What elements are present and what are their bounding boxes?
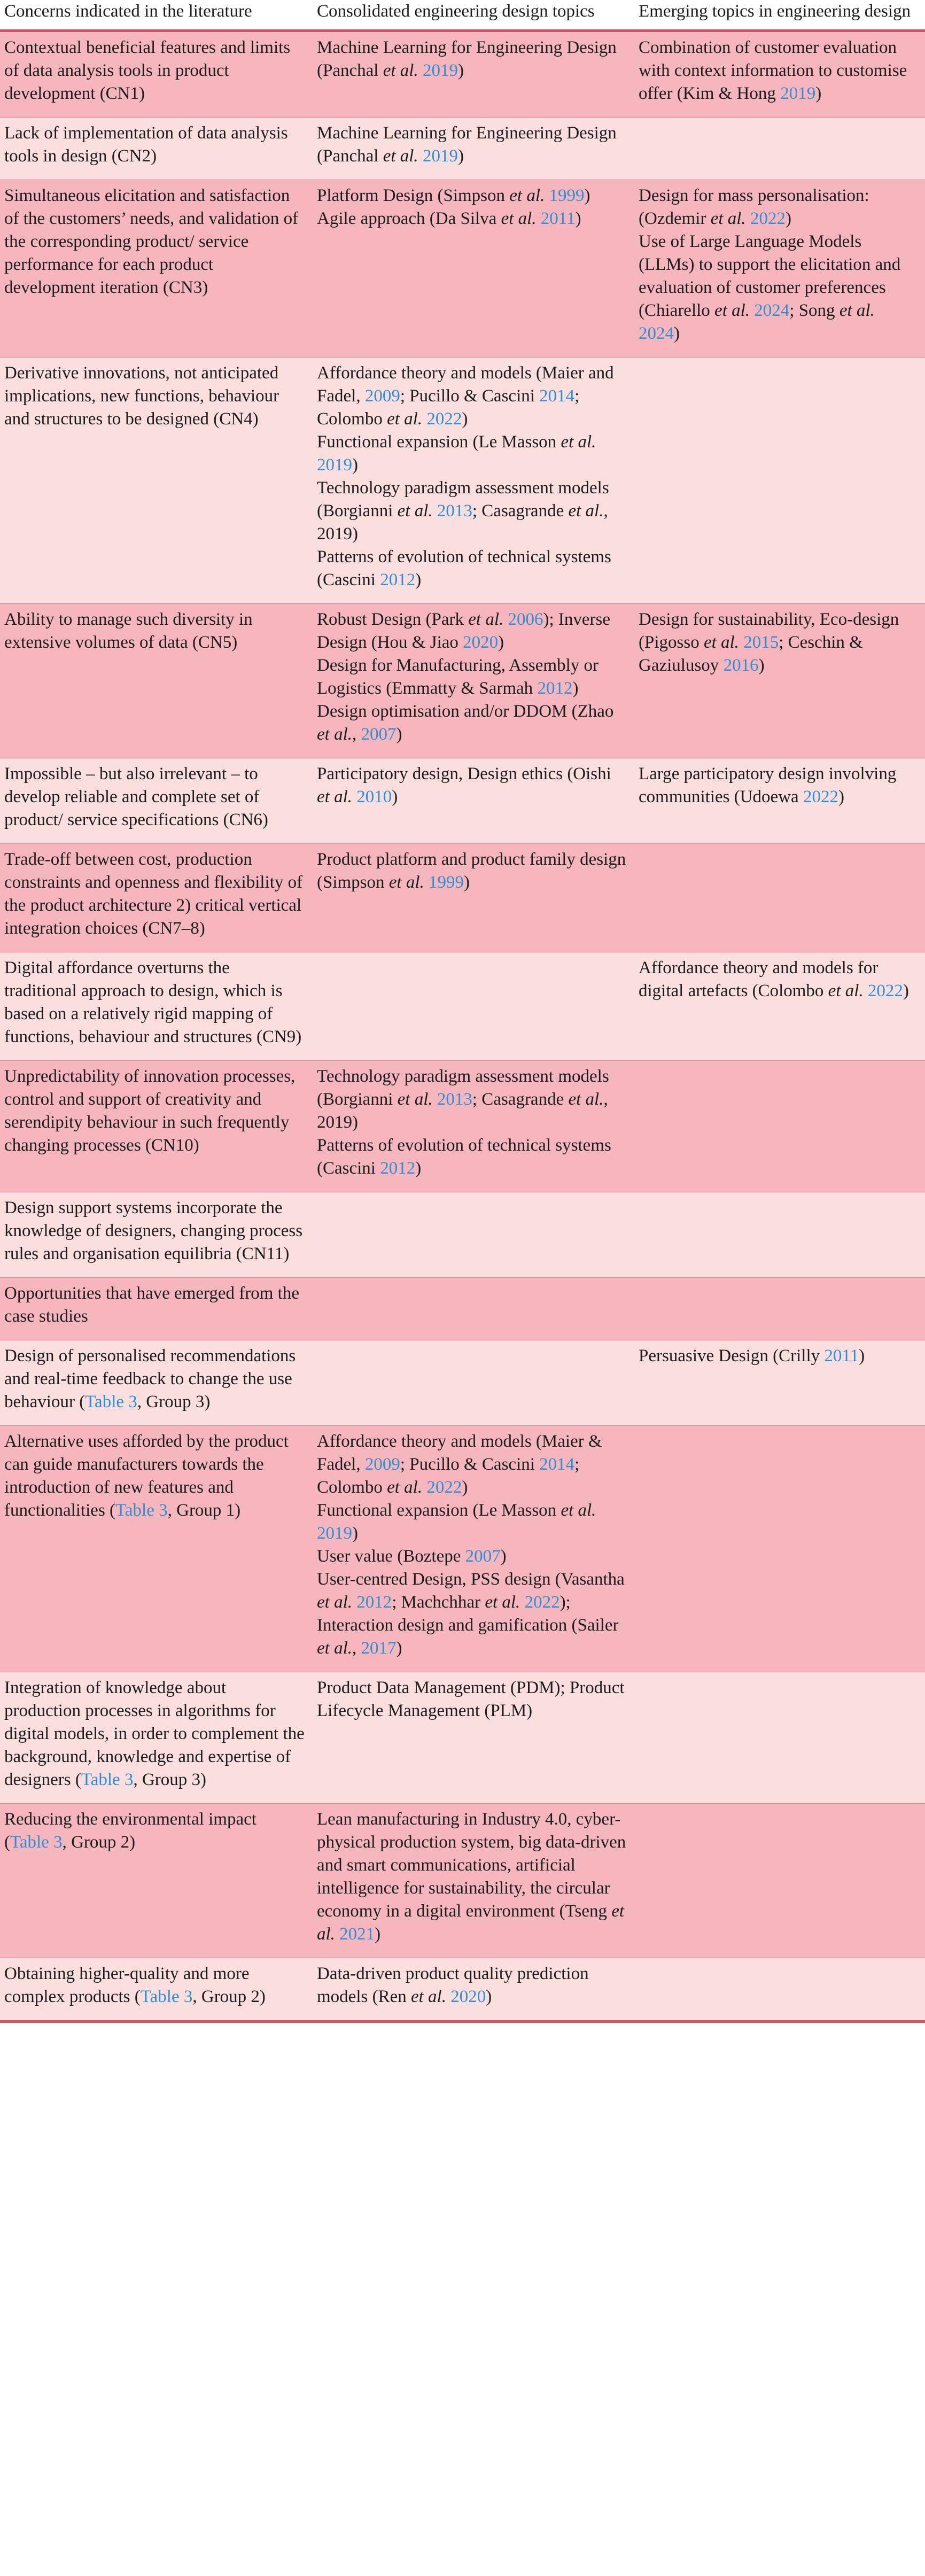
cell-entry xyxy=(4,763,305,832)
cell-text: ) xyxy=(352,1524,358,1543)
et-al-text: et al. xyxy=(317,725,352,744)
consolidated-topic-cell xyxy=(313,1804,634,1958)
emerging-topic-cell xyxy=(634,1278,925,1340)
citation-link[interactable]: 2009 xyxy=(364,386,400,406)
cell-entry xyxy=(4,608,305,654)
cell-text: ; Colombo xyxy=(317,1455,580,1497)
cell-text: ) xyxy=(498,633,504,652)
et-al-text: et al. xyxy=(410,1987,446,2006)
citation-link[interactable]: 2010 xyxy=(356,787,392,806)
et-al-text: et al. xyxy=(703,633,739,652)
consolidated-topic-cell xyxy=(313,952,634,1061)
cell-text: ) xyxy=(785,209,791,228)
cell-entry xyxy=(317,477,627,546)
cell-text xyxy=(864,981,868,1000)
et-al-text: et al. xyxy=(839,301,875,320)
cell-text: Opportunities that have emerged from the case studies xyxy=(4,1284,299,1326)
et-al-text: et al. xyxy=(317,1639,352,1658)
citation-link[interactable]: 2013 xyxy=(437,1090,472,1109)
cell-text: Combination of customer evaluation with context information to customise offer (Kim & Hong xyxy=(639,38,907,103)
cell-text: Patterns of evolution of technical systems (Cascini xyxy=(317,1136,611,1178)
cell-entry xyxy=(4,1677,305,1791)
cell-entry xyxy=(317,1499,627,1545)
cell-text: Ability to manage such diversity in extensive volumes of data (CN5) xyxy=(4,610,253,652)
cell-entry xyxy=(4,1065,305,1157)
cell-text: ) xyxy=(500,1547,507,1566)
header-consolidated-topics: Consolidated engineering design topics xyxy=(313,0,634,31)
cell-text xyxy=(433,501,437,521)
cell-entry xyxy=(639,608,918,677)
citation-link[interactable]: Table 3 xyxy=(115,1501,168,1520)
cell-text: Derivative innovations, not anticipated implications, new functions, behaviour and structures to be designed (CN4) xyxy=(4,363,279,429)
cell-text: Patterns of evolution of technical systems (Cascini xyxy=(317,547,611,589)
cell-text: Digital affordance overturns the traditional approach to design, which is based on a relatively rigid mapping of functions, behaviour and structures (CN9) xyxy=(4,958,302,1046)
cell-text: ; Pucillo & Cascini xyxy=(400,386,540,406)
et-al-text: et al. xyxy=(317,1902,625,1944)
et-al-text: et al. xyxy=(383,146,418,166)
cell-text: ) xyxy=(486,1987,492,2006)
et-al-text: et al. xyxy=(387,409,423,429)
cell-text: ) xyxy=(838,787,844,806)
cell-text: Machine Learning for Engineering Design (Panchal xyxy=(317,38,617,80)
cell-entry xyxy=(317,700,627,746)
et-al-text: et al. xyxy=(485,1593,520,1612)
cell-entry xyxy=(4,848,305,940)
cell-text: ; Colombo xyxy=(317,386,580,429)
cell-text: ) xyxy=(758,656,765,675)
concern-cell xyxy=(0,758,313,844)
citation-link[interactable]: 2024 xyxy=(754,301,790,320)
cell-text xyxy=(335,1925,339,1944)
table-row xyxy=(0,31,925,118)
consolidated-topic-cell xyxy=(313,1061,634,1192)
citation-link[interactable]: Table 3 xyxy=(140,1987,193,2006)
cell-text: ; Casagrande xyxy=(472,501,569,521)
cell-text: User-centred Design, PSS design (Vasantha xyxy=(317,1570,625,1589)
cell-text: Design for mass personalisation: (Ozdemir xyxy=(639,186,869,228)
consolidated-topic-cell xyxy=(313,1340,634,1426)
cell-text: , Group 3) xyxy=(133,1770,207,1789)
table-row xyxy=(0,118,925,180)
concern-cell xyxy=(0,1278,313,1340)
cell-entry xyxy=(4,1962,305,2008)
citation-link[interactable]: 2020 xyxy=(450,1987,486,2006)
cell-entry xyxy=(317,654,627,700)
cell-entry xyxy=(4,1430,305,1522)
table-row xyxy=(0,1958,925,2022)
table-row xyxy=(0,952,925,1061)
cell-text: ) xyxy=(462,1478,468,1497)
cell-text: ) xyxy=(415,1159,422,1178)
et-al-text: et al. xyxy=(397,501,433,521)
cell-text: Simultaneous elicitation and satisfaction of the customers’ needs, and validation of the corresponding product/ service performance for each product development iteration (CN3) xyxy=(4,186,299,297)
table-row xyxy=(0,1278,925,1340)
cell-entry xyxy=(317,184,627,207)
cell-text: Platform Design (Simpson xyxy=(317,186,510,205)
emerging-topic-cell xyxy=(634,844,925,952)
cell-text: ) xyxy=(674,324,680,343)
cell-text: Integration of knowledge about production processes in algorithms for digital models, in order to complement the background, knowledge and expertise of designers ( xyxy=(4,1678,305,1789)
cell-entry xyxy=(4,1282,305,1328)
cell-entry xyxy=(317,546,627,592)
consolidated-topic-cell xyxy=(313,758,634,844)
cell-text: Data-driven product quality prediction models (Ren xyxy=(317,1964,589,2006)
cell-text: Impossible – but also irrelevant – to develop reliable and complete set of product/ service specifications (CN6) xyxy=(4,764,268,829)
consolidated-topic-cell xyxy=(313,31,634,118)
consolidated-topic-cell xyxy=(313,604,634,758)
cell-text xyxy=(424,873,429,892)
concern-cell xyxy=(0,844,313,952)
cell-text: Machine Learning for Engineering Design (Panchal xyxy=(317,123,617,166)
citation-link[interactable]: 2019 xyxy=(422,61,458,80)
citation-link[interactable]: 2019 xyxy=(317,455,352,475)
citation-link[interactable]: 2017 xyxy=(361,1639,397,1658)
cell-text xyxy=(433,1090,437,1109)
cell-entry xyxy=(4,1345,305,1414)
consolidated-topic-cell xyxy=(313,1426,634,1672)
cell-entry xyxy=(317,1614,627,1660)
cell-text: Large participatory design involving communities (Udoewa xyxy=(639,764,897,806)
cell-text: ; Casagrande xyxy=(472,1090,569,1109)
concern-cell xyxy=(0,31,313,118)
cell-text: ) xyxy=(815,84,822,103)
cell-text: ) xyxy=(396,725,402,744)
table-row xyxy=(0,180,925,358)
citation-link[interactable]: 2012 xyxy=(537,679,573,698)
citation-link[interactable]: 2019 xyxy=(422,146,458,166)
emerging-topic-cell xyxy=(634,1804,925,1958)
emerging-topic-cell xyxy=(634,604,925,758)
table-row xyxy=(0,1192,925,1278)
citation-link[interactable]: 2024 xyxy=(639,324,674,343)
cell-text: , xyxy=(352,1639,361,1658)
citation-link[interactable]: 2009 xyxy=(364,1455,400,1474)
et-al-text: et al. xyxy=(714,301,750,320)
cell-text: ) xyxy=(903,981,909,1000)
concern-cell xyxy=(0,604,313,758)
citation-link[interactable]: 2020 xyxy=(463,633,499,652)
cell-text: Lean manufacturing in Industry 4.0, cyber-physical production system, big data-driven and smart communications, artificial intelligence for sustainability, the circular economy in a digital environment (Tseng xyxy=(317,1810,626,1921)
cell-entry xyxy=(4,122,305,168)
table-header xyxy=(0,0,925,31)
cell-entry xyxy=(4,957,305,1049)
cell-text: , Group 3) xyxy=(137,1392,211,1411)
cell-entry xyxy=(317,1962,627,2008)
concern-cell xyxy=(0,118,313,180)
citation-link[interactable]: 2022 xyxy=(426,409,462,429)
concern-cell xyxy=(0,1426,313,1672)
cell-text: Participatory design, Design ethics (Oishi xyxy=(317,764,611,783)
cell-text: Trade-off between cost, production constraints and openness and flexibility of the product architecture 2) critical vertical integration choices (CN7–8) xyxy=(4,850,303,938)
cell-text: Design support systems incorporate the knowledge of designers, changing process rules and organisation equilibria (CN11) xyxy=(4,1198,303,1263)
concern-cell xyxy=(0,1061,313,1192)
cell-entry xyxy=(317,431,627,477)
et-al-text: et al. xyxy=(397,1090,433,1109)
consolidated-topic-cell xyxy=(313,1672,634,1804)
cell-text: Design optimisation and/or DDOM (Zhao xyxy=(317,702,614,721)
cell-text: ) xyxy=(392,787,398,806)
table-row xyxy=(0,1426,925,1672)
cell-text: Technology paradigm assessment models (Borgianni xyxy=(317,1067,609,1109)
consolidated-topic-cell xyxy=(313,118,634,180)
et-al-text: et al. xyxy=(388,873,424,892)
emerging-topic-cell xyxy=(634,952,925,1061)
cell-text: Use of Large Language Models (LLMs) to support the elicitation and evaluation of customer preferences (Chiarello xyxy=(639,232,901,320)
cell-entry xyxy=(317,1430,627,1499)
cell-text: Product Data Management (PDM); Product Lifecycle Management (PLM) xyxy=(317,1678,625,1720)
cell-entry xyxy=(639,36,918,105)
table-row xyxy=(0,1672,925,1804)
cell-text: ); Inverse Design (Hou & Jiao xyxy=(317,610,611,652)
cell-entry xyxy=(4,362,305,431)
cell-text: Interaction design and gamification (Sailer xyxy=(317,1616,619,1635)
cell-text xyxy=(418,61,423,80)
header-row xyxy=(0,0,925,31)
cell-text xyxy=(746,209,750,228)
cell-text xyxy=(739,633,743,652)
consolidated-topic-cell xyxy=(313,358,634,604)
concern-cell xyxy=(0,1192,313,1278)
cell-entry xyxy=(317,1134,627,1180)
citation-link[interactable]: 2015 xyxy=(743,633,779,652)
cell-text: , 2019) xyxy=(317,1090,608,1132)
citation-link[interactable]: 2011 xyxy=(540,209,576,228)
citation-link[interactable]: 2007 xyxy=(361,725,397,744)
cell-text: ) xyxy=(859,1346,865,1365)
emerging-topic-cell xyxy=(634,180,925,358)
citation-link[interactable]: 2013 xyxy=(437,501,472,521)
cell-text xyxy=(537,209,541,228)
citation-link[interactable]: 2007 xyxy=(465,1547,501,1566)
et-al-text: et al. xyxy=(317,787,352,806)
cell-entry xyxy=(639,1345,918,1368)
consolidated-topic-cell xyxy=(313,1958,634,2022)
cell-text: ) xyxy=(464,873,470,892)
cell-text xyxy=(352,1593,356,1612)
cell-text: Lack of implementation of data analysis tools in design (CN2) xyxy=(4,123,288,166)
cell-text: ) xyxy=(396,1639,402,1658)
emerging-topic-cell xyxy=(634,1958,925,2022)
cell-text: ; Song xyxy=(789,301,840,320)
citation-link[interactable]: 1999 xyxy=(429,873,464,892)
cell-entry xyxy=(317,362,627,431)
cell-entry xyxy=(317,1065,627,1134)
cell-text: Product platform and product family design (Simpson xyxy=(317,850,626,892)
emerging-topic-cell xyxy=(634,1340,925,1426)
et-al-text: et al. xyxy=(501,209,537,228)
cell-entry xyxy=(639,230,918,345)
cell-text: Contextual beneficial features and limits of data analysis tools in product development (CN1) xyxy=(4,38,291,103)
table-row xyxy=(0,758,925,844)
emerging-topic-cell xyxy=(634,758,925,844)
cell-entry xyxy=(639,957,918,1003)
cell-text: User value (Boztepe xyxy=(317,1547,465,1566)
header-emerging-topics: Emerging topics in engineering design xyxy=(634,0,925,31)
cell-text xyxy=(446,1987,450,2006)
cell-entry xyxy=(4,1197,305,1266)
emerging-topic-cell xyxy=(634,1672,925,1804)
cell-text: Alternative uses afforded by the product can guide manufacturers towards the introduction of new features and functionalities ( xyxy=(4,1432,289,1520)
cell-text: , Group 2) xyxy=(192,1987,266,2006)
et-al-text: et al. xyxy=(568,501,604,521)
table-row xyxy=(0,604,925,758)
concern-cell xyxy=(0,1958,313,2022)
citation-link[interactable]: 2012 xyxy=(380,1159,416,1178)
concern-cell xyxy=(0,180,313,358)
et-al-text: et al. xyxy=(468,610,504,629)
citation-link[interactable]: 2022 xyxy=(426,1478,462,1497)
cell-text: Persuasive Design (Crilly xyxy=(639,1346,825,1365)
citation-link[interactable]: 2014 xyxy=(539,386,575,406)
citation-link[interactable]: 2022 xyxy=(750,209,786,228)
cell-text: , xyxy=(352,725,361,744)
citation-link[interactable]: 2022 xyxy=(524,1593,560,1612)
cell-entry xyxy=(317,207,627,230)
cell-text: ); xyxy=(559,1593,571,1612)
cell-entry xyxy=(4,36,305,105)
concern-cell xyxy=(0,952,313,1061)
cell-text: Design of personalised recommendations and real-time feedback to change the use behaviour ( xyxy=(4,1346,296,1411)
cell-text: ) xyxy=(572,679,579,698)
citation-link[interactable]: 2019 xyxy=(317,1524,352,1543)
cell-text: ) xyxy=(415,570,422,589)
citation-link[interactable]: Table 3 xyxy=(85,1392,137,1411)
citation-link[interactable]: 2022 xyxy=(867,981,903,1000)
cell-text: , Group 2) xyxy=(62,1833,136,1852)
cell-entry xyxy=(317,1808,627,1946)
cell-entry xyxy=(4,1808,305,1854)
citation-link[interactable]: Table 3 xyxy=(81,1770,134,1789)
citation-link[interactable]: Table 3 xyxy=(10,1833,63,1852)
cell-entry xyxy=(639,763,918,809)
cell-text: ) xyxy=(584,186,590,205)
consolidated-topic-cell xyxy=(313,844,634,952)
cell-entry xyxy=(317,763,627,809)
cell-text xyxy=(520,1593,524,1612)
consolidated-topic-cell xyxy=(313,1192,634,1278)
table-row xyxy=(0,358,925,604)
et-al-text: et al. xyxy=(383,61,418,80)
cell-text: Design for sustainability, Eco-design (Pigosso xyxy=(639,610,899,652)
cell-text: Technology paradigm assessment models (Borgianni xyxy=(317,478,609,521)
cell-entry xyxy=(317,848,627,894)
concern-cell xyxy=(0,1804,313,1958)
citation-link[interactable]: 2021 xyxy=(339,1925,375,1944)
emerging-topic-cell xyxy=(634,1426,925,1672)
cell-text xyxy=(418,146,423,166)
citation-link[interactable]: 2012 xyxy=(380,570,416,589)
cell-text: ) xyxy=(457,146,464,166)
cell-text: Functional expansion (Le Masson xyxy=(317,1501,561,1520)
et-al-text: et al. xyxy=(509,186,545,205)
table-row xyxy=(0,844,925,952)
cell-entry xyxy=(317,1677,627,1722)
consolidated-topic-cell xyxy=(313,180,634,358)
cell-text: ) xyxy=(375,1925,381,1944)
cell-text: Obtaining higher-quality and more complex products ( xyxy=(4,1964,250,2006)
cell-text: ) xyxy=(457,61,464,80)
cell-text: Affordance theory and models (Maier & Fadel, xyxy=(317,1432,602,1474)
cell-text: ) xyxy=(352,455,358,475)
cell-text: ; Ceschin & Gaziulusoy xyxy=(639,633,863,675)
cell-text: Unpredictability of innovation processes, control and support of creativity and serendipity behaviour in such frequently changing processes (CN10) xyxy=(4,1067,296,1155)
cell-text: , Group 1) xyxy=(167,1501,241,1520)
concern-cell xyxy=(0,1672,313,1804)
cell-text: ; Machchhar xyxy=(392,1593,485,1612)
cell-entry xyxy=(317,1545,627,1568)
citation-link[interactable]: 2011 xyxy=(824,1346,859,1365)
consolidated-topic-cell xyxy=(313,1278,634,1340)
citation-link[interactable]: 2014 xyxy=(539,1455,575,1474)
citation-link[interactable]: 2016 xyxy=(723,656,759,675)
header-concerns: Concerns indicated in the literature xyxy=(0,0,313,31)
et-al-text: et al. xyxy=(387,1478,423,1497)
citation-link[interactable]: 2006 xyxy=(508,610,543,629)
citation-link[interactable]: 2019 xyxy=(780,84,816,103)
cell-entry xyxy=(317,608,627,654)
table-row xyxy=(0,1061,925,1192)
cell-text: Functional expansion (Le Masson xyxy=(317,432,561,452)
cell-entry xyxy=(317,122,627,168)
table-row xyxy=(0,1340,925,1426)
et-al-text: et al. xyxy=(710,209,746,228)
cell-text: Affordance theory and models for digital artefacts (Colombo xyxy=(639,958,879,1000)
cell-text: , 2019) xyxy=(317,501,608,544)
cell-text: ) xyxy=(575,209,581,228)
cell-text xyxy=(352,787,356,806)
cell-text: Robust Design (Park xyxy=(317,610,469,629)
citation-link[interactable]: 1999 xyxy=(549,186,585,205)
emerging-topic-cell xyxy=(634,1061,925,1192)
et-al-text: et al. xyxy=(561,432,596,452)
cell-entry xyxy=(317,1568,627,1614)
citation-link[interactable]: 2012 xyxy=(356,1593,392,1612)
table-body xyxy=(0,31,925,2022)
et-al-text: et al. xyxy=(561,1501,596,1520)
et-al-text: et al. xyxy=(317,1593,352,1612)
cell-text: ; Pucillo & Cascini xyxy=(400,1455,540,1474)
cell-entry xyxy=(317,36,627,82)
cell-text: Affordance theory and models (Maier and Fadel, xyxy=(317,363,614,406)
et-al-text: et al. xyxy=(828,981,864,1000)
cell-text: Agile approach (Da Silva xyxy=(317,209,501,228)
emerging-topic-cell xyxy=(634,118,925,180)
cell-text: ) xyxy=(462,409,468,429)
cell-entry xyxy=(4,184,305,299)
concern-cell xyxy=(0,1340,313,1426)
cell-text: Reducing the environmental impact ( xyxy=(4,1810,256,1852)
cell-text: Design for Manufacturing, Assembly or Logistics (Emmatty & Sarmah xyxy=(317,656,598,698)
emerging-topic-cell xyxy=(634,31,925,118)
concern-cell xyxy=(0,358,313,604)
emerging-topic-cell xyxy=(634,1192,925,1278)
et-al-text: et al. xyxy=(568,1090,604,1109)
cell-entry xyxy=(639,184,918,230)
citation-link[interactable]: 2022 xyxy=(803,787,838,806)
table-row xyxy=(0,1804,925,1958)
emerging-topic-cell xyxy=(634,358,925,604)
